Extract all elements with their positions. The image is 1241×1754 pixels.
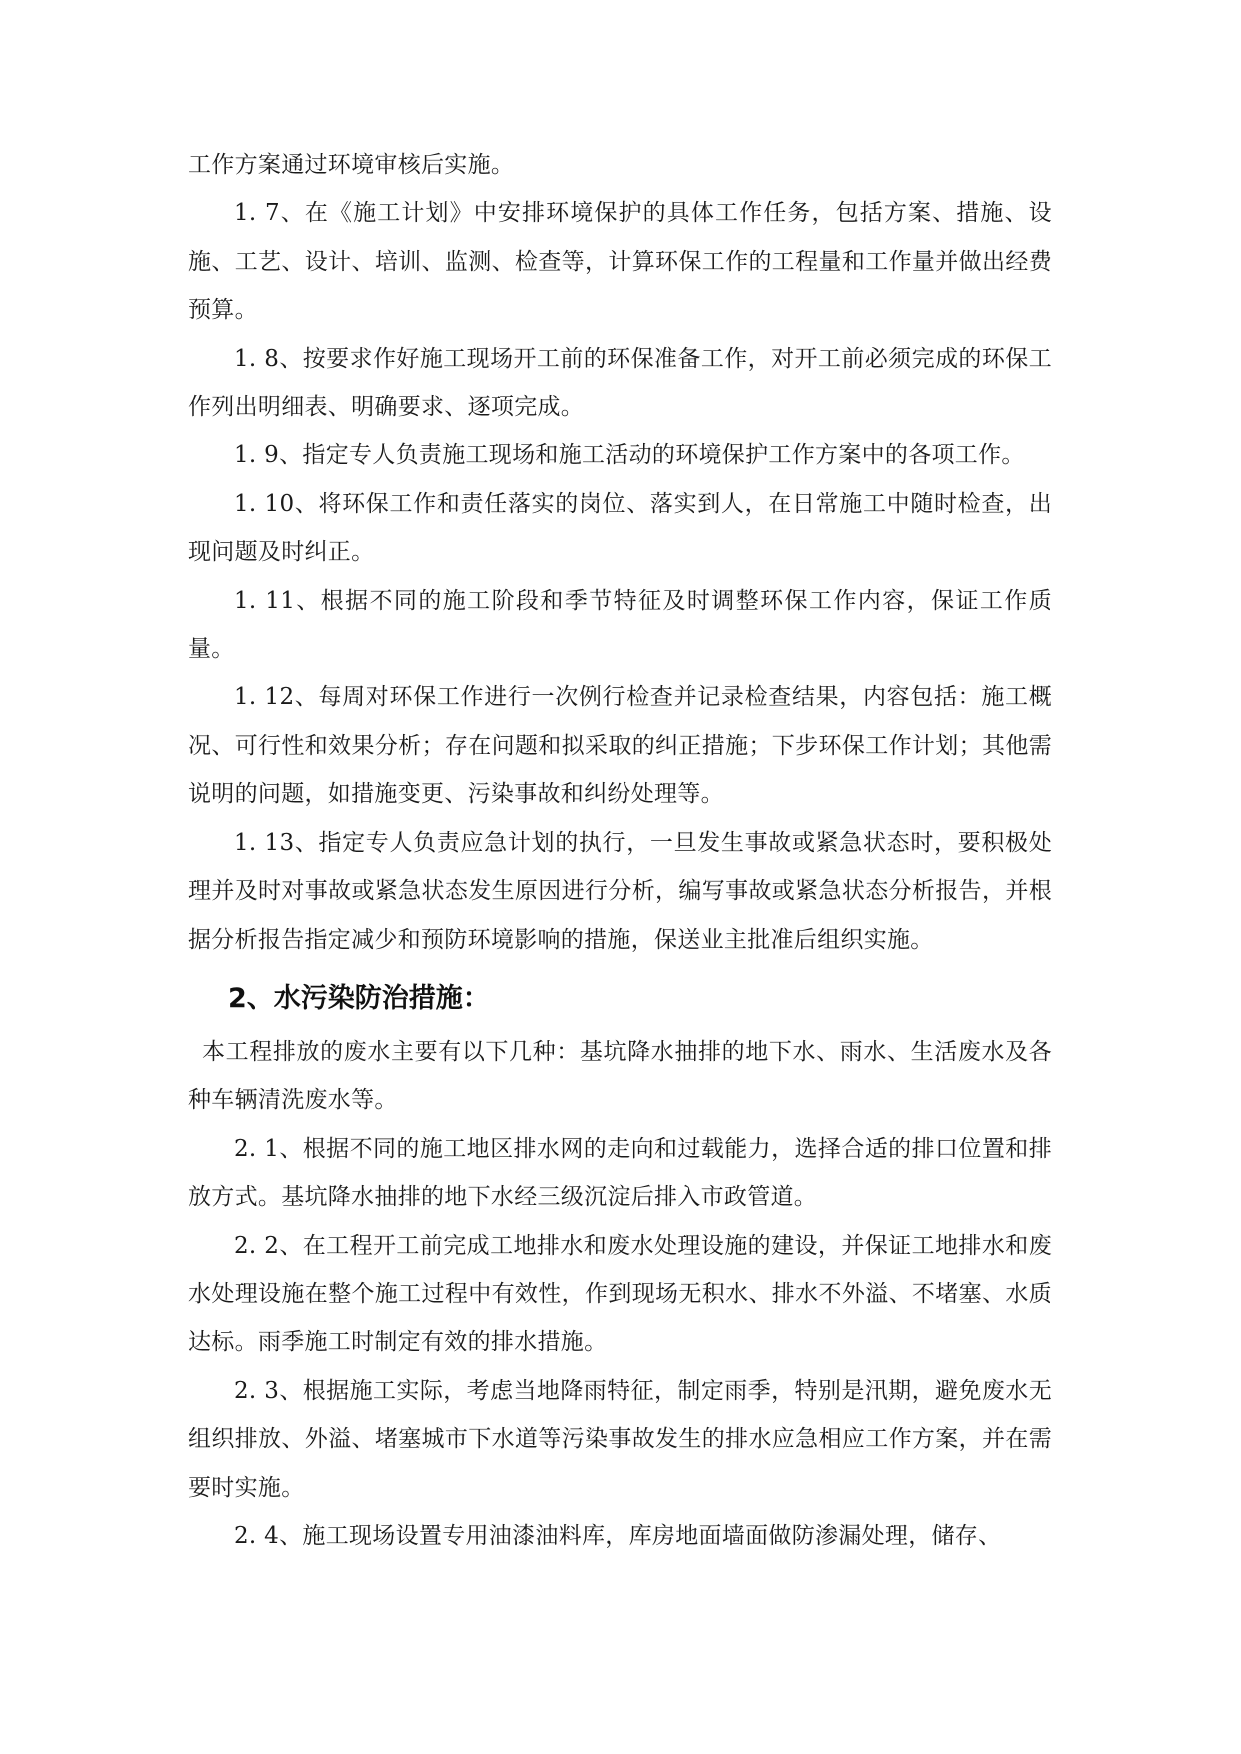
document-body	[188, 141, 1052, 1560]
paragraph-2-3: 2. 3、根据施工实际，考虑当地降雨特征，制定雨季，特别是汛期，避免废水无组织排放、外溢、堵塞城市下水道等污染事故发生的排水应急相应工作方案，并在需要时实施。	[188, 1377, 1052, 1501]
paragraph-1-9: 1. 9、指定专人负责施工现场和施工活动的环境保护工作方案中的各项工作。	[234, 442, 1025, 469]
paragraph-wastewater-intro: 本工程排放的废水主要有以下几种：基坑降水抽排的地下水、雨水、生活废水及各种车辆清洗废水等。	[188, 1038, 1052, 1114]
paragraph-1-10: 1. 10、将环保工作和责任落实的岗位、落实到人，在日常施工中随时检查，出现问题及时纠正。	[188, 490, 1052, 566]
paragraph-2-4: 2. 4、施工现场设置专用油漆油料库，库房地面墙面做防渗漏处理，储存、	[234, 1522, 1002, 1549]
paragraph-1-12: 1. 12、每周对环保工作进行一次例行检查并记录检查结果，内容包括：施工概况、可行性和效果分析；存在问题和拟采取的纠正措施；下步环保工作计划；其他需说明的问题，如措施变更、污染事故和纠纷处理等。	[188, 684, 1052, 808]
paragraph-1-11: 1. 11、根据不同的施工阶段和季节特征及时调整环保工作内容，保证工作质量。	[188, 587, 1052, 663]
paragraph-continuation: 工作方案通过环境审核后实施。	[188, 152, 515, 178]
paragraph-2-2: 2. 2、在工程开工前完成工地排水和废水处理设施的建设，并保证工地排水和废水处理设施在整个施工过程中有效性，作到现场无积水、排水不外溢、不堵塞、水质达标。雨季施工时制定有效的排水措施。	[188, 1232, 1052, 1356]
paragraph-1-7: 1. 7、在《施工计划》中安排环境保护的具体工作任务，包括方案、措施、设施、工艺、设计、培训、监测、检查等，计算环保工作的工程量和工作量并做出经费预算。	[188, 200, 1052, 324]
section-heading-water-pollution: 2、水污染防治措施：	[228, 982, 490, 1014]
paragraph-2-1: 2. 1、根据不同的施工地区排水网的走向和过载能力，选择合适的排口位置和排放方式。基坑降水抽排的地下水经三级沉淀后排入市政管道。	[188, 1135, 1052, 1211]
paragraph-1-13: 1. 13、指定专人负责应急计划的执行，一旦发生事故或紧急状态时，要积极处理并及时对事故或紧急状态发生原因进行分析，编写事故或紧急状态分析报告，并根据分析报告指定减少和预防环境影响的措施，保送业主批准后组织实施。	[188, 829, 1052, 953]
paragraph-1-8: 1. 8、按要求作好施工现场开工前的环保准备工作，对开工前必须完成的环保工作列出明细表、明确要求、逐项完成。	[188, 345, 1052, 421]
